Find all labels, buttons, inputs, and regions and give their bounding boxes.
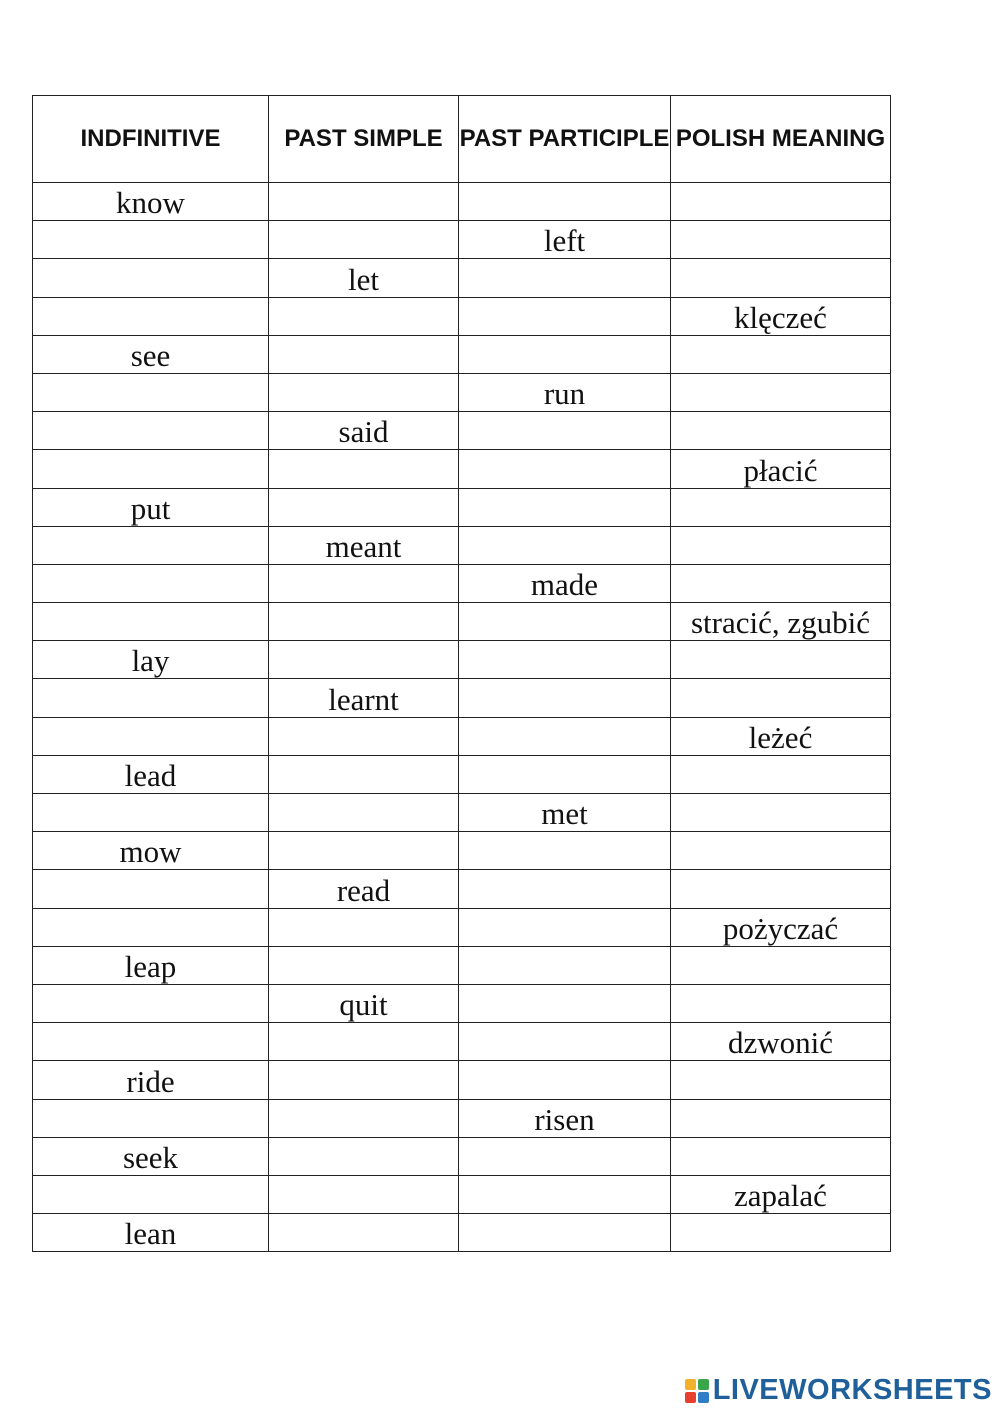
table-row — [33, 1214, 891, 1252]
table-body — [33, 183, 891, 1252]
past-participle-cell[interactable] — [459, 1175, 671, 1213]
infinitive-cell[interactable] — [33, 1175, 269, 1213]
infinitive-cell[interactable] — [33, 717, 269, 755]
past-participle-cell[interactable] — [459, 984, 671, 1022]
past-simple-cell[interactable] — [269, 1099, 459, 1137]
past-simple-cell[interactable] — [269, 335, 459, 373]
table-row — [33, 1099, 891, 1137]
table-row — [33, 1023, 891, 1061]
logo-square — [698, 1392, 709, 1403]
past-simple-cell[interactable] — [269, 183, 459, 221]
table-row — [33, 335, 891, 373]
infinitive-cell[interactable] — [33, 984, 269, 1022]
polish-meaning-cell[interactable] — [671, 564, 891, 602]
past-participle-cell[interactable]: made — [459, 564, 671, 602]
table-row — [33, 641, 891, 679]
past-participle-cell[interactable]: met — [459, 794, 671, 832]
past-simple-cell[interactable] — [269, 794, 459, 832]
polish-meaning-cell[interactable] — [671, 984, 891, 1022]
polish-meaning-cell[interactable] — [671, 373, 891, 411]
past-participle-cell[interactable] — [459, 488, 671, 526]
infinitive-cell[interactable] — [33, 908, 269, 946]
polish-meaning-cell[interactable] — [671, 870, 891, 908]
past-participle-cell[interactable]: run — [459, 373, 671, 411]
past-participle-cell[interactable]: left — [459, 221, 671, 259]
past-simple-cell[interactable] — [269, 908, 459, 946]
infinitive-cell[interactable]: know — [33, 183, 269, 221]
past-simple-cell[interactable] — [269, 641, 459, 679]
polish-meaning-cell[interactable] — [671, 259, 891, 297]
past-simple-cell[interactable] — [269, 564, 459, 602]
table-row — [33, 717, 891, 755]
past-simple-cell[interactable] — [269, 1023, 459, 1061]
infinitive-cell[interactable] — [33, 450, 269, 488]
logo-square — [698, 1379, 709, 1390]
table-row — [33, 1137, 891, 1175]
past-simple-cell[interactable] — [269, 1061, 459, 1099]
polish-meaning-cell[interactable] — [671, 755, 891, 793]
polish-meaning-cell[interactable]: klęczeć — [671, 297, 891, 335]
past-simple-cell[interactable] — [269, 832, 459, 870]
infinitive-cell[interactable]: seek — [33, 1137, 269, 1175]
polish-meaning-cell[interactable] — [671, 679, 891, 717]
polish-meaning-cell[interactable]: stracić, zgubić — [671, 603, 891, 641]
infinitive-cell[interactable] — [33, 221, 269, 259]
polish-meaning-cell[interactable]: dzwonić — [671, 1023, 891, 1061]
past-simple-cell[interactable]: learnt — [269, 679, 459, 717]
logo-text: LIVEWORKSHEETS — [712, 1374, 992, 1406]
infinitive-cell[interactable] — [33, 1023, 269, 1061]
infinitive-cell[interactable] — [33, 564, 269, 602]
infinitive-cell[interactable]: lead — [33, 755, 269, 793]
table-row — [33, 412, 891, 450]
past-simple-cell[interactable] — [269, 297, 459, 335]
infinitive-cell[interactable] — [33, 603, 269, 641]
infinitive-cell[interactable] — [33, 1099, 269, 1137]
table-row — [33, 794, 891, 832]
past-participle-cell[interactable] — [459, 412, 671, 450]
past-simple-cell[interactable] — [269, 373, 459, 411]
table-row — [33, 679, 891, 717]
past-simple-cell[interactable] — [269, 603, 459, 641]
table-row — [33, 755, 891, 793]
header-polish-meaning: POLISH MEANING — [671, 96, 891, 183]
logo-square — [685, 1392, 696, 1403]
polish-meaning-cell[interactable] — [671, 946, 891, 984]
table-row — [33, 1061, 891, 1099]
past-participle-cell[interactable] — [459, 679, 671, 717]
polish-meaning-cell[interactable]: płacić — [671, 450, 891, 488]
past-participle-cell[interactable] — [459, 1061, 671, 1099]
past-simple-cell[interactable] — [269, 946, 459, 984]
past-simple-cell[interactable] — [269, 450, 459, 488]
past-participle-cell[interactable] — [459, 603, 671, 641]
polish-meaning-cell[interactable] — [671, 526, 891, 564]
infinitive-cell[interactable] — [33, 794, 269, 832]
liveworksheets-logo — [685, 1374, 992, 1407]
past-participle-cell[interactable] — [459, 755, 671, 793]
polish-meaning-cell[interactable] — [671, 641, 891, 679]
polish-meaning-cell[interactable] — [671, 1137, 891, 1175]
past-participle-cell[interactable] — [459, 908, 671, 946]
table-row — [33, 183, 891, 221]
infinitive-cell[interactable]: lay — [33, 641, 269, 679]
polish-meaning-cell[interactable] — [671, 832, 891, 870]
polish-meaning-cell[interactable] — [671, 335, 891, 373]
past-participle-cell[interactable] — [459, 641, 671, 679]
logo-square — [685, 1379, 696, 1390]
past-simple-cell[interactable] — [269, 1137, 459, 1175]
past-simple-cell[interactable]: read — [269, 870, 459, 908]
table-row — [33, 526, 891, 564]
infinitive-cell[interactable] — [33, 526, 269, 564]
table-row — [33, 908, 891, 946]
past-participle-cell[interactable] — [459, 1137, 671, 1175]
table-row — [33, 946, 891, 984]
table-row — [33, 373, 891, 411]
past-participle-cell[interactable] — [459, 297, 671, 335]
past-simple-cell[interactable] — [269, 1175, 459, 1213]
polish-meaning-cell[interactable]: pożyczać — [671, 908, 891, 946]
table-row — [33, 259, 891, 297]
past-participle-cell[interactable] — [459, 526, 671, 564]
table-row — [33, 221, 891, 259]
polish-meaning-cell[interactable]: zapalać — [671, 1175, 891, 1213]
infinitive-cell[interactable]: mow — [33, 832, 269, 870]
infinitive-cell[interactable]: see — [33, 335, 269, 373]
table-header-row — [33, 96, 891, 183]
past-participle-cell[interactable] — [459, 450, 671, 488]
infinitive-cell[interactable] — [33, 412, 269, 450]
polish-meaning-cell[interactable]: leżeć — [671, 717, 891, 755]
polish-meaning-cell[interactable] — [671, 488, 891, 526]
infinitive-cell[interactable] — [33, 297, 269, 335]
infinitive-cell[interactable]: leap — [33, 946, 269, 984]
polish-meaning-cell[interactable] — [671, 1099, 891, 1137]
past-simple-cell[interactable]: said — [269, 412, 459, 450]
past-participle-cell[interactable]: risen — [459, 1099, 671, 1137]
infinitive-cell[interactable]: ride — [33, 1061, 269, 1099]
logo-mark-icon — [685, 1379, 709, 1403]
header-past-participle: PAST PARTICIPLE — [459, 96, 671, 183]
polish-meaning-cell[interactable] — [671, 221, 891, 259]
past-simple-cell[interactable] — [269, 221, 459, 259]
past-simple-cell[interactable]: let — [269, 259, 459, 297]
past-participle-cell[interactable] — [459, 717, 671, 755]
past-participle-cell[interactable] — [459, 832, 671, 870]
table-row — [33, 1175, 891, 1213]
past-participle-cell[interactable] — [459, 259, 671, 297]
past-simple-cell[interactable] — [269, 755, 459, 793]
polish-meaning-cell[interactable] — [671, 1061, 891, 1099]
polish-meaning-cell[interactable] — [671, 412, 891, 450]
header-past-simple: PAST SIMPLE — [269, 96, 459, 183]
infinitive-cell[interactable]: put — [33, 488, 269, 526]
infinitive-cell[interactable] — [33, 870, 269, 908]
table-row — [33, 984, 891, 1022]
past-simple-cell[interactable] — [269, 488, 459, 526]
infinitive-cell[interactable] — [33, 259, 269, 297]
past-simple-cell[interactable]: quit — [269, 984, 459, 1022]
polish-meaning-cell[interactable] — [671, 1214, 891, 1252]
past-participle-cell[interactable] — [459, 1023, 671, 1061]
past-simple-cell[interactable] — [269, 717, 459, 755]
verb-forms-table — [32, 95, 891, 1252]
table-row — [33, 450, 891, 488]
past-participle-cell[interactable] — [459, 870, 671, 908]
table-row — [33, 564, 891, 602]
table-row — [33, 832, 891, 870]
polish-meaning-cell[interactable] — [671, 183, 891, 221]
infinitive-cell[interactable] — [33, 679, 269, 717]
header-infinitive: INDFINITIVE — [33, 96, 269, 183]
infinitive-cell[interactable] — [33, 373, 269, 411]
past-simple-cell[interactable]: meant — [269, 526, 459, 564]
table-row — [33, 603, 891, 641]
past-participle-cell[interactable] — [459, 183, 671, 221]
past-participle-cell[interactable] — [459, 946, 671, 984]
past-simple-cell[interactable] — [269, 1214, 459, 1252]
past-participle-cell[interactable] — [459, 1214, 671, 1252]
infinitive-cell[interactable]: lean — [33, 1214, 269, 1252]
table-row — [33, 297, 891, 335]
table-row — [33, 488, 891, 526]
table-row — [33, 870, 891, 908]
past-participle-cell[interactable] — [459, 335, 671, 373]
polish-meaning-cell[interactable] — [671, 794, 891, 832]
